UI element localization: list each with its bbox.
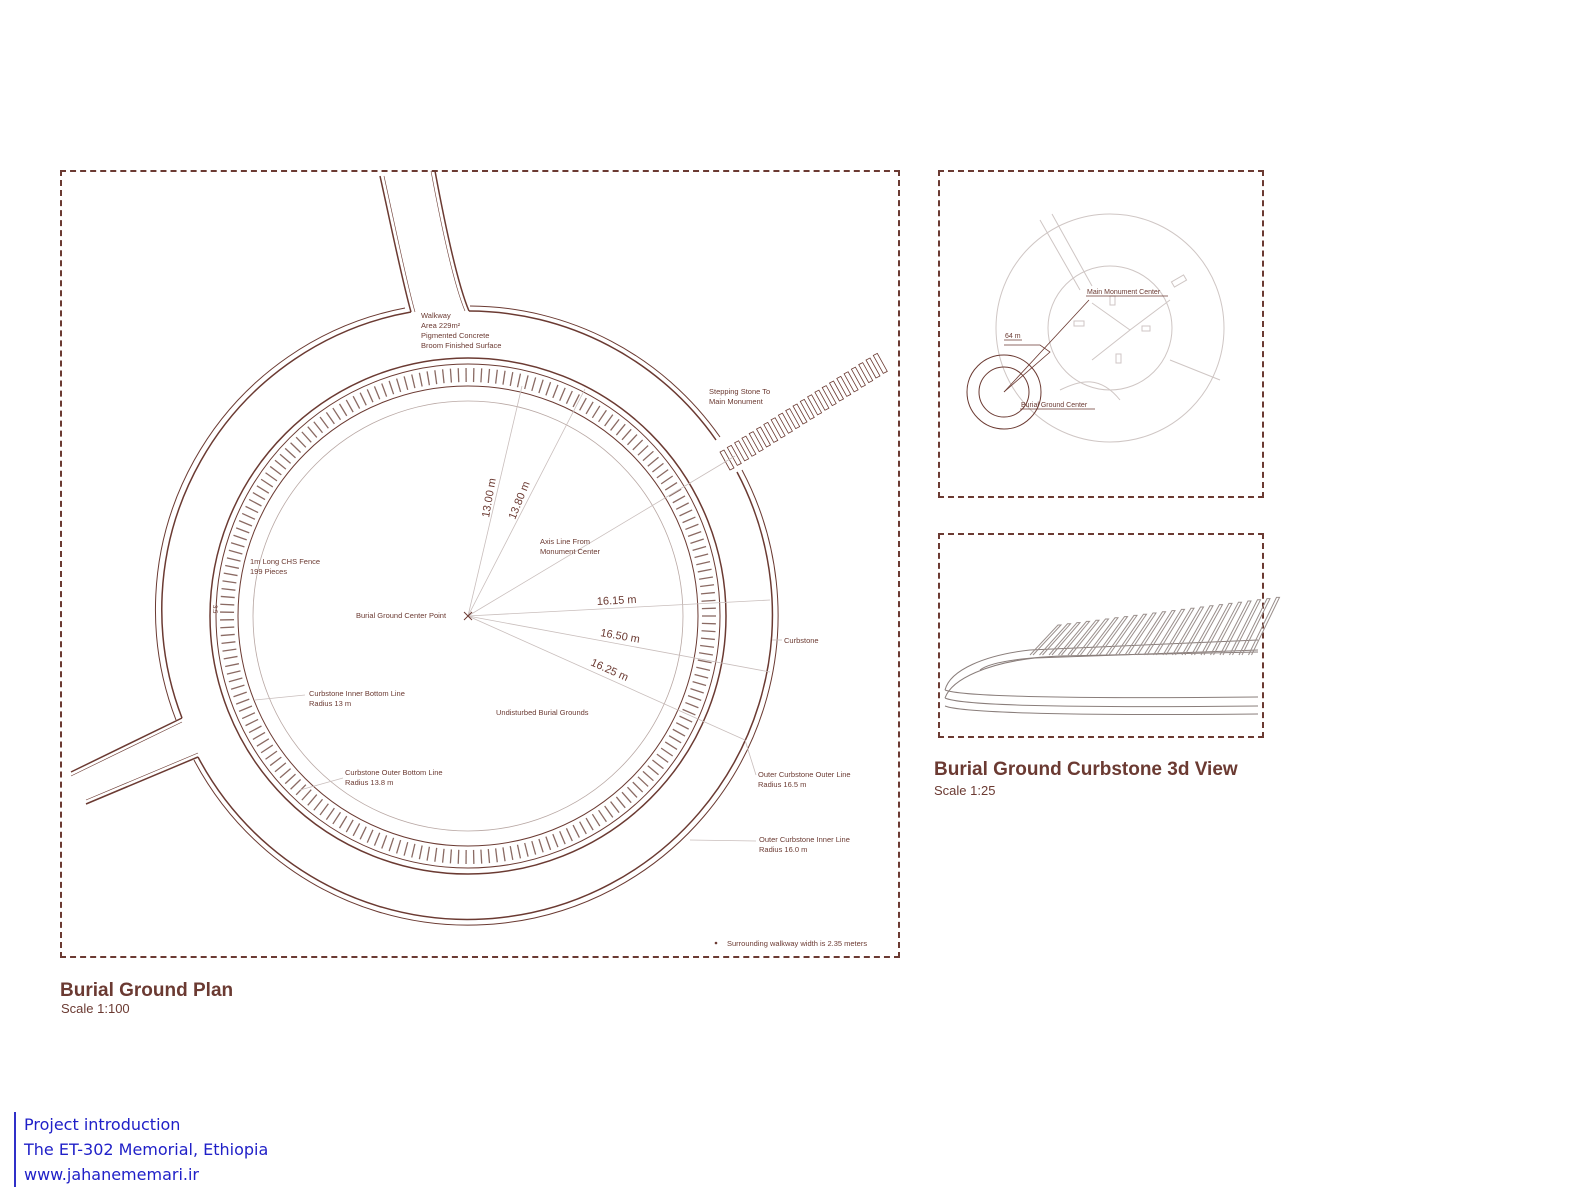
stepping-label-1: Stepping Stone To [709, 387, 771, 396]
plan-title: Burial Ground Plan [60, 980, 234, 1001]
outer-inner-label-1: Outer Curbstone Inner Line [759, 835, 850, 844]
main-monument-center-label: Main Monument Center [1087, 289, 1161, 296]
center-point-label: Burial Ground Center Point [356, 611, 447, 620]
axis-label-2: Monument Center [540, 547, 601, 556]
distance-label: 64 m [1005, 333, 1021, 340]
fence-posts-3d [1030, 597, 1280, 655]
inner-bottom-label-2: Radius 13 m [309, 699, 352, 708]
walkway-label-4: Broom Finished Surface [421, 341, 502, 350]
plan-scale: Scale 1:100 [61, 1001, 130, 1016]
dim-1625-label: 16.25 m [588, 656, 630, 684]
credits-block [14, 1112, 268, 1187]
walkway-label-2: Area 229m² [421, 321, 461, 330]
fence-label-1: 1m Long CHS Fence [250, 557, 321, 566]
dim-1300-label: 13.00 m [480, 477, 499, 519]
credits-website-link[interactable]: www.jahanememari.ir [24, 1165, 200, 1184]
axis-label-1: Axis Line From [540, 537, 591, 546]
small-dim-label: 3.5 [211, 605, 217, 614]
walkway-label-1: Walkway [421, 311, 451, 320]
dim-1650-label: 16.50 m [599, 627, 641, 646]
outer-outer-label-2: Radius 16.5 m [758, 780, 807, 789]
credits-line-2: The ET-302 Memorial, Ethiopia [24, 1140, 269, 1159]
burial-ground-center-label: Burial Ground Center [1021, 402, 1088, 409]
3d-view-scale: Scale 1:25 [934, 783, 996, 798]
dim-1380-label: 13.80 m [506, 479, 533, 522]
note-label: Surrounding walkway width is 2.35 meters [727, 939, 868, 948]
outer-bottom-label-1: Curbstone Outer Bottom Line [345, 768, 443, 777]
outer-outer-label-1: Outer Curbstone Outer Line [758, 770, 851, 779]
dim-1615-label: 16.15 m [596, 593, 637, 608]
undisturbed-label: Undisturbed Burial Grounds [496, 708, 589, 717]
stepping-label-2: Main Monument [709, 397, 763, 406]
outer-inner-label-2: Radius 16.0 m [759, 845, 808, 854]
curbstone-label: Curbstone [784, 636, 819, 645]
fence-label-2: 199 Pieces [250, 567, 288, 576]
3d-view-title: Burial Ground Curbstone 3d View [934, 759, 1238, 780]
credits-line-1: Project introduction [24, 1115, 181, 1134]
inner-bottom-label-1: Curbstone Inner Bottom Line [309, 689, 405, 698]
outer-bottom-label-2: Radius 13.8 m [345, 778, 394, 787]
walkway-label-3: Pigmented Concrete [421, 331, 490, 340]
